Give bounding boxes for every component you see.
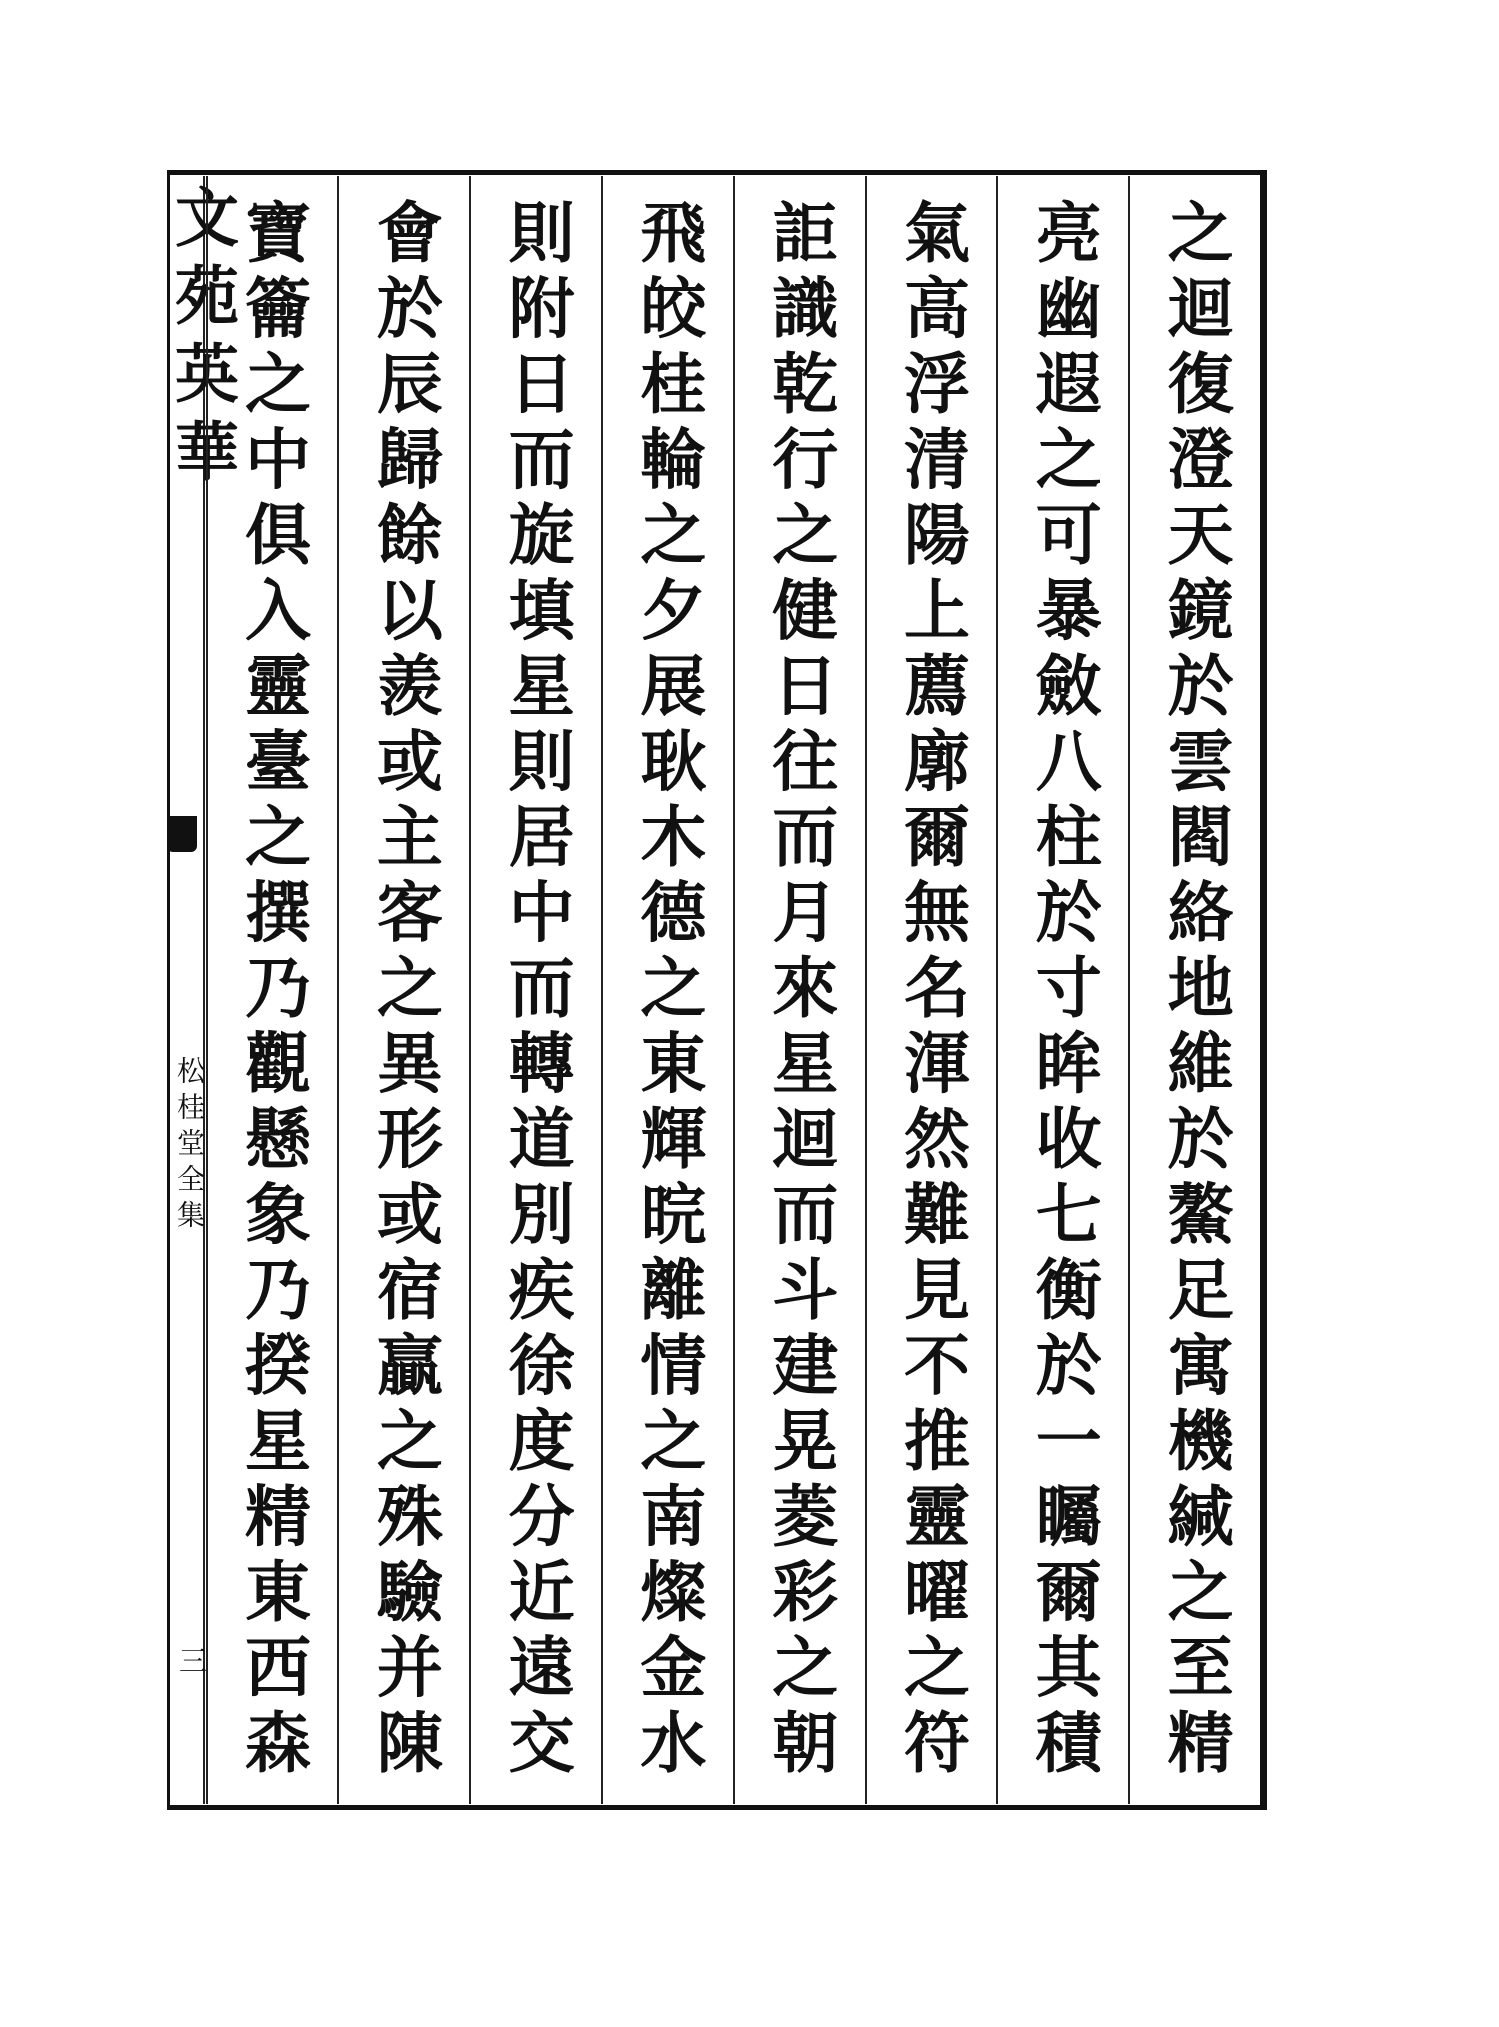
column-text: 會於辰歸餘以羨或主客之異形或宿贏之殊驗并陳 [365, 198, 444, 1784]
margin-strip [164, 176, 239, 1804]
text-column-2 [996, 176, 1128, 1804]
column-text: 則附日而旋填星則居中而轉道別疾徐度分近遠交 [497, 198, 576, 1784]
column-text: 亮幽遐之可暴斂八柱於寸眸收七衡於一矚爾其積 [1024, 198, 1103, 1784]
margin-page-number: 三 [175, 1646, 208, 1674]
text-body [205, 176, 1260, 1804]
column-text: 之迴復澄天鏡於雲閻絡地維於鰲足寓機緘之至精 [1156, 198, 1235, 1784]
column-text: 飛皎桂輪之夕展耿木德之東輝晥離情之南燦金水 [628, 198, 707, 1784]
column-text: 氣高浮清陽上薦廓爾無名渾然難見不推靈曜之符 [892, 198, 971, 1784]
column-text: 寶籥之中俱入靈臺之撰乃觀懸象乃揆星精東西森 [233, 198, 312, 1784]
text-column-4 [733, 176, 865, 1804]
fishtail-mark [167, 816, 197, 852]
margin-title: 文苑英華 [164, 184, 239, 496]
text-column-8 [206, 176, 338, 1804]
margin-collection: 松桂堂全集 [173, 1056, 206, 1236]
column-text: 詎識乾行之健日往而月來星迴而斗建晃菱彩之朝 [760, 198, 839, 1784]
text-column-1 [1128, 176, 1260, 1804]
text-column-7 [337, 176, 469, 1804]
text-column-6 [469, 176, 601, 1804]
text-column-3 [865, 176, 997, 1804]
text-column-5 [601, 176, 733, 1804]
